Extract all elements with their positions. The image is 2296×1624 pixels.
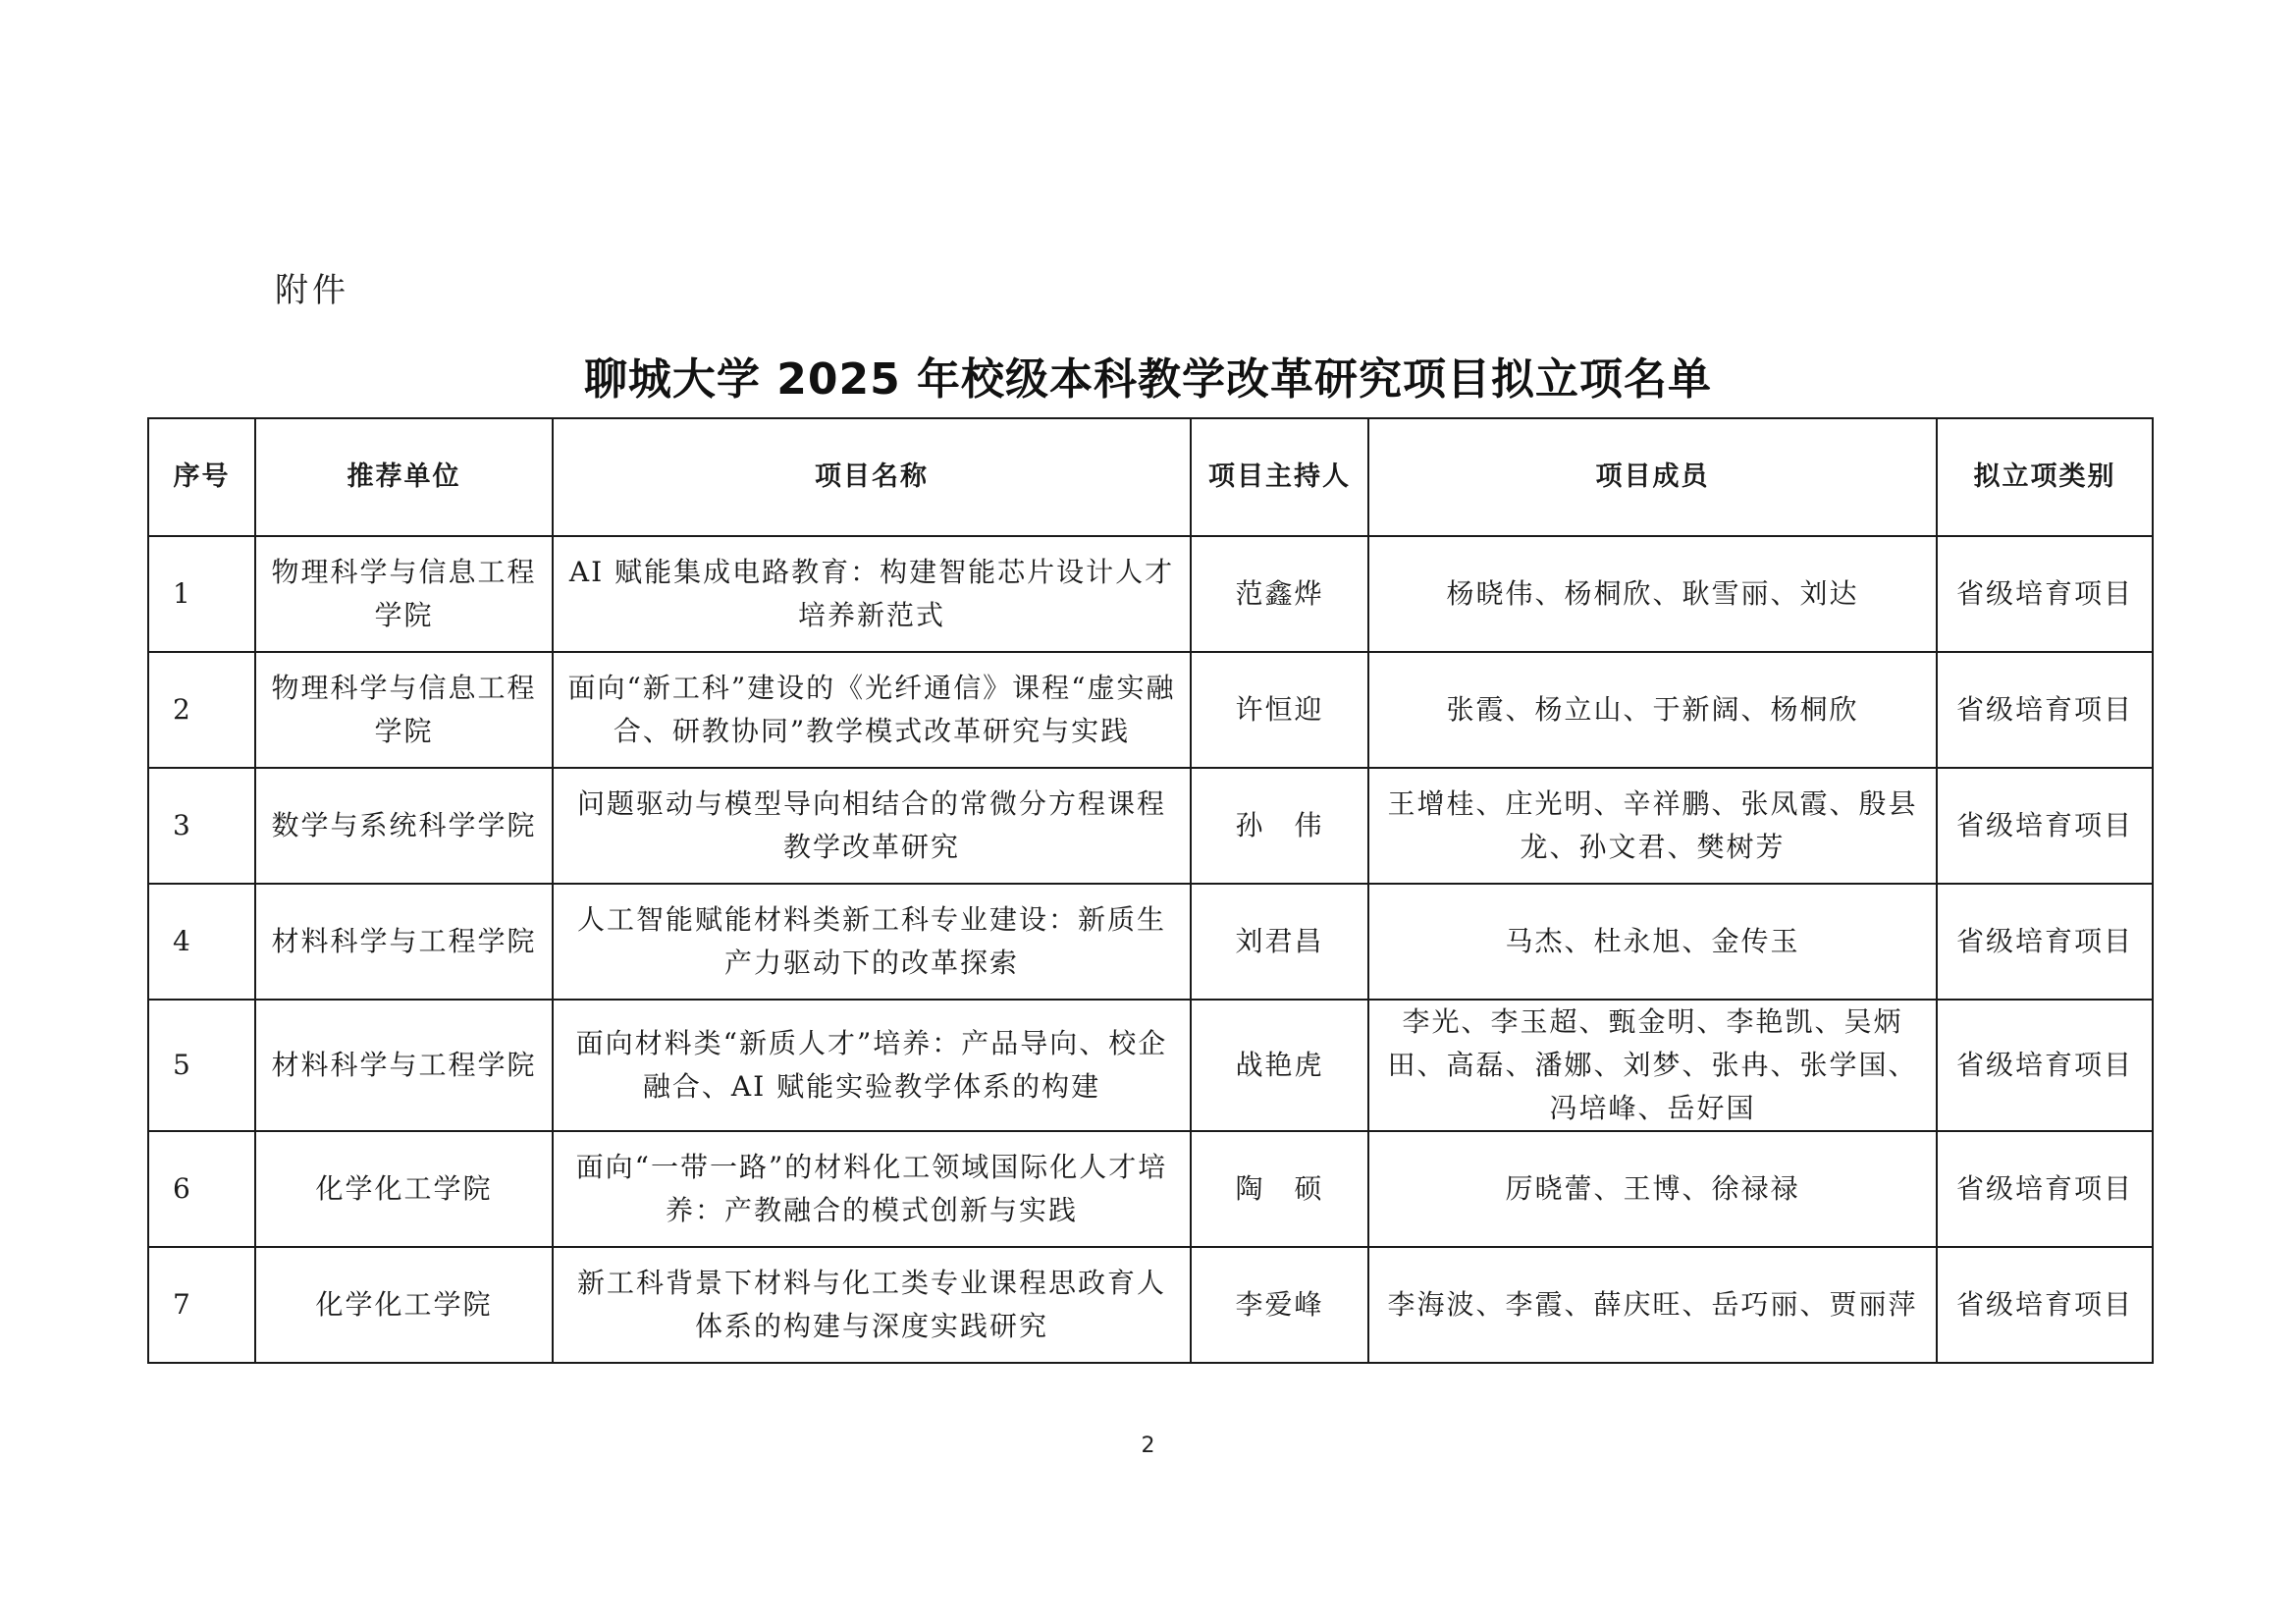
cell-unit: 物理科学与信息工程学院 xyxy=(255,652,553,768)
cell-members: 马杰、杜永旭、金传玉 xyxy=(1368,884,1937,1000)
cell-unit: 物理科学与信息工程学院 xyxy=(255,536,553,652)
table-row xyxy=(148,1000,2153,1131)
cell-leader: 战艳虎 xyxy=(1191,1000,1368,1131)
cell-unit: 材料科学与工程学院 xyxy=(255,1000,553,1131)
cell-project-name: 人工智能赋能材料类新工科专业建设：新质生产力驱动下的改革探索 xyxy=(553,884,1191,1000)
cell-category: 省级培育项目 xyxy=(1937,652,2153,768)
cell-leader: 刘君昌 xyxy=(1191,884,1368,1000)
table-row xyxy=(148,1131,2153,1247)
table-row xyxy=(148,1247,2153,1363)
project-roster-table xyxy=(147,417,2154,1364)
cell-no: 2 xyxy=(148,652,255,768)
cell-no: 4 xyxy=(148,884,255,1000)
table-row xyxy=(148,768,2153,884)
header-unit: 推荐单位 xyxy=(255,418,553,536)
cell-project-name: 问题驱动与模型导向相结合的常微分方程课程教学改革研究 xyxy=(553,768,1191,884)
cell-unit: 化学化工学院 xyxy=(255,1247,553,1363)
cell-category: 省级培育项目 xyxy=(1937,1000,2153,1131)
cell-members: 李海波、李霞、薛庆旺、岳巧丽、贾丽萍 xyxy=(1368,1247,1937,1363)
cell-members: 张霞、杨立山、于新阔、杨桐欣 xyxy=(1368,652,1937,768)
cell-no: 5 xyxy=(148,1000,255,1131)
header-category: 拟立项类别 xyxy=(1937,418,2153,536)
cell-category: 省级培育项目 xyxy=(1937,1131,2153,1247)
cell-leader: 李爱峰 xyxy=(1191,1247,1368,1363)
cell-project-name: AI 赋能集成电路教育：构建智能芯片设计人才培养新范式 xyxy=(553,536,1191,652)
cell-leader: 范鑫烨 xyxy=(1191,536,1368,652)
cell-no: 6 xyxy=(148,1131,255,1247)
header-project-name: 项目名称 xyxy=(553,418,1191,536)
cell-no: 3 xyxy=(148,768,255,884)
cell-members: 厉晓蕾、王博、徐禄禄 xyxy=(1368,1131,1937,1247)
cell-unit: 材料科学与工程学院 xyxy=(255,884,553,1000)
cell-project-name: 面向“新工科”建设的《光纤通信》课程“虚实融合、研教协同”教学模式改革研究与实践 xyxy=(553,652,1191,768)
cell-project-name: 面向“一带一路”的材料化工领域国际化人才培养：产教融合的模式创新与实践 xyxy=(553,1131,1191,1247)
page-number: 2 xyxy=(1141,1434,1155,1458)
table-header-row xyxy=(148,418,2153,536)
cell-project-name: 面向材料类“新质人才”培养：产品导向、校企融合、AI 赋能实验教学体系的构建 xyxy=(553,1000,1191,1131)
header-members: 项目成员 xyxy=(1368,418,1937,536)
cell-no: 7 xyxy=(148,1247,255,1363)
table-row xyxy=(148,536,2153,652)
header-leader: 项目主持人 xyxy=(1191,418,1368,536)
document-title: 聊城大学 2025 年校级本科教学改革研究项目拟立项名单 xyxy=(583,354,1713,405)
cell-unit: 数学与系统科学学院 xyxy=(255,768,553,884)
cell-project-name: 新工科背景下材料与化工类专业课程思政育人体系的构建与深度实践研究 xyxy=(553,1247,1191,1363)
attachment-label: 附件 xyxy=(275,271,349,310)
table-row xyxy=(148,652,2153,768)
table-row xyxy=(148,884,2153,1000)
cell-members: 杨晓伟、杨桐欣、耿雪丽、刘达 xyxy=(1368,536,1937,652)
cell-members: 王增桂、庄光明、辛祥鹏、张凤霞、殷县龙、孙文君、樊树芳 xyxy=(1368,768,1937,884)
cell-no: 1 xyxy=(148,536,255,652)
cell-members: 李光、李玉超、甄金明、李艳凯、吴炳田、高磊、潘娜、刘梦、张冉、张学国、冯培峰、岳好国 xyxy=(1368,1000,1937,1131)
cell-leader: 陶 硕 xyxy=(1191,1131,1368,1247)
cell-leader: 许恒迎 xyxy=(1191,652,1368,768)
cell-unit: 化学化工学院 xyxy=(255,1131,553,1247)
cell-category: 省级培育项目 xyxy=(1937,536,2153,652)
cell-category: 省级培育项目 xyxy=(1937,768,2153,884)
cell-leader: 孙 伟 xyxy=(1191,768,1368,884)
cell-category: 省级培育项目 xyxy=(1937,1247,2153,1363)
header-no: 序号 xyxy=(148,418,255,536)
cell-category: 省级培育项目 xyxy=(1937,884,2153,1000)
